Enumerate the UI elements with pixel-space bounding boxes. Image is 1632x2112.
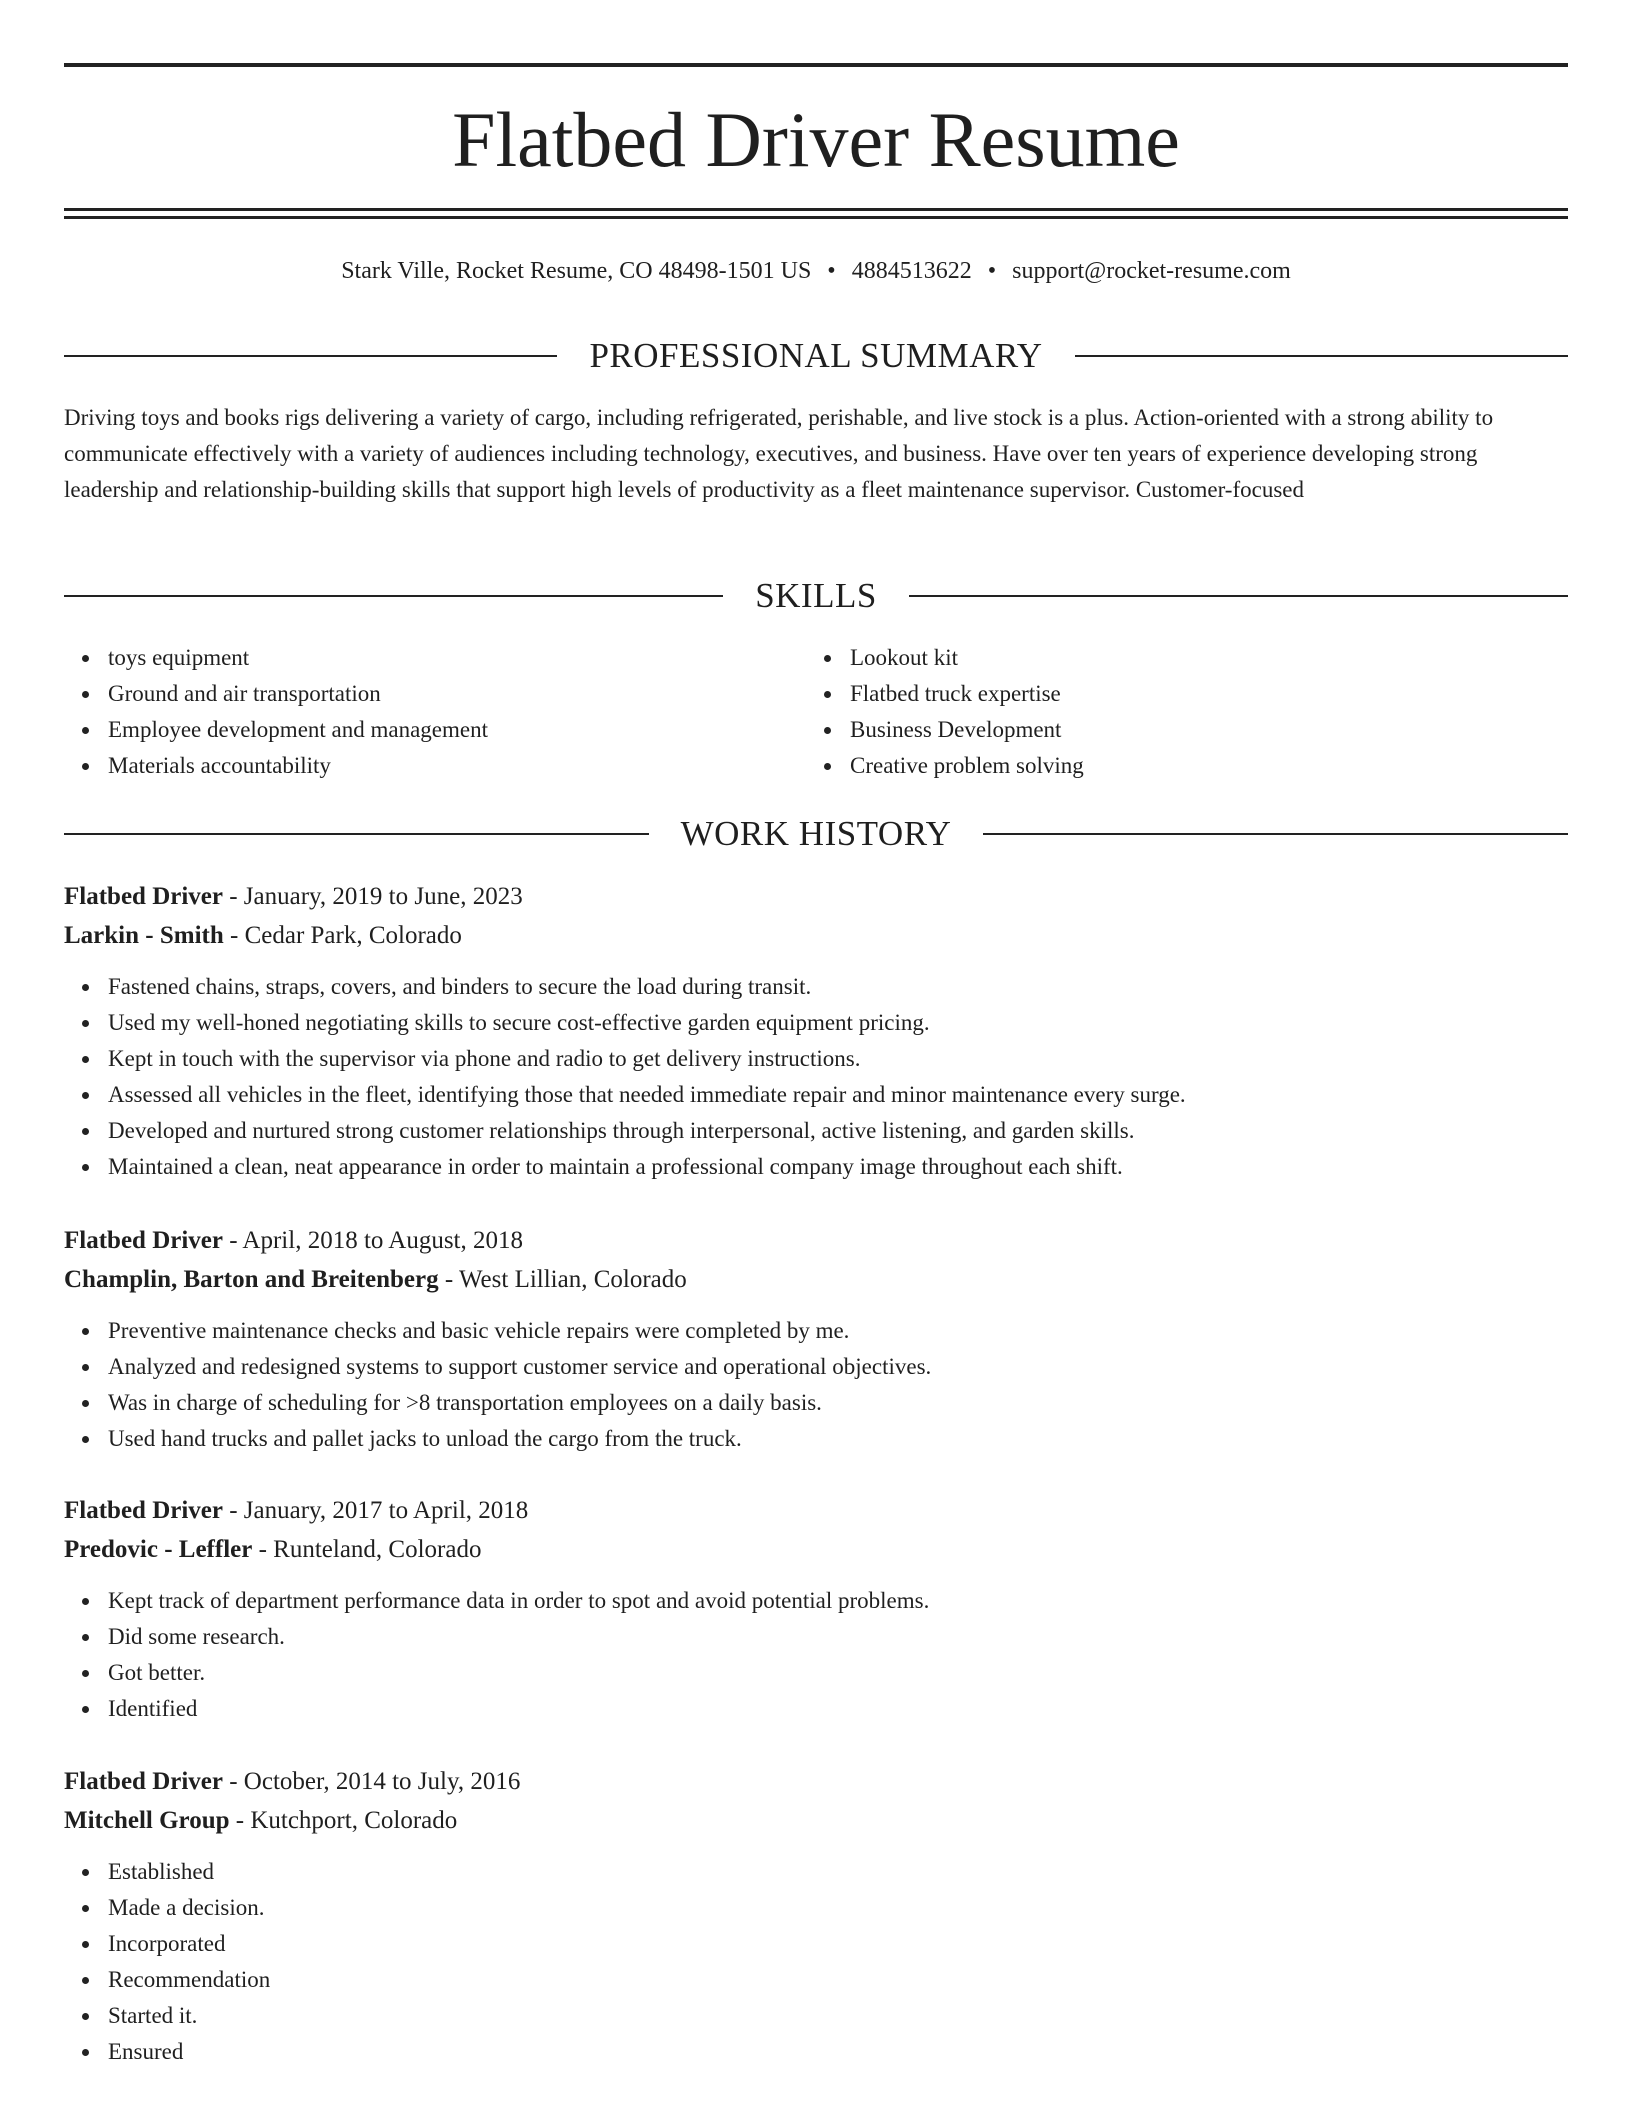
job-duty: Did some research. — [64, 1619, 1568, 1655]
skill-item: Creative problem solving — [806, 748, 1546, 784]
job-role: Flatbed Driver — [64, 883, 223, 910]
job-duty: Got better. — [64, 1655, 1568, 1691]
job-duty: Started it. — [64, 1998, 1568, 2034]
job-duty: Fastened chains, straps, covers, and binders to secure the load during transit. — [64, 969, 1568, 1005]
job-entry — [64, 877, 1568, 1185]
job-entry — [64, 1491, 1568, 1727]
job-duties-list — [64, 1313, 1568, 1457]
job-company-line — [64, 1260, 1568, 1299]
contact-separator: • — [987, 258, 997, 284]
job-duty: Incorporated — [64, 1926, 1568, 1962]
contact-address: Stark Ville, Rocket Resume, CO 48498-1501 US — [341, 258, 812, 284]
section-rule-left — [64, 833, 649, 835]
skill-item: Employee development and management — [64, 712, 804, 748]
job-duty: Identified — [64, 1691, 1568, 1727]
section-title-skills: SKILLS — [755, 576, 877, 615]
skills-column-right — [806, 640, 1546, 784]
skill-item: toys equipment — [64, 640, 804, 676]
job-duty: Kept track of department performance data in order to spot and avoid potential problems. — [64, 1583, 1568, 1619]
skills-column-left — [64, 640, 804, 784]
job-title-line — [64, 1762, 1568, 1801]
contact-phone: 4884513622 — [851, 258, 972, 284]
job-duty: Preventive maintenance checks and basic vehicle repairs were completed by me. — [64, 1313, 1568, 1349]
skill-item: Flatbed truck expertise — [806, 676, 1546, 712]
title-rule-upper — [64, 208, 1568, 211]
skill-item: Ground and air transportation — [64, 676, 804, 712]
job-role: Flatbed Driver — [64, 1768, 223, 1795]
job-duties-list — [64, 969, 1568, 1185]
section-header-skills — [64, 576, 1568, 616]
job-company: Mitchell Group — [64, 1807, 230, 1834]
job-duty: Analyzed and redesigned systems to support customer service and operational objectives. — [64, 1349, 1568, 1385]
job-duty: Made a decision. — [64, 1890, 1568, 1926]
contact-line — [64, 253, 1568, 289]
job-duty: Established — [64, 1854, 1568, 1890]
job-duty: Used hand trucks and pallet jacks to unload the cargo from the truck. — [64, 1421, 1568, 1457]
section-rule-right — [909, 595, 1568, 597]
section-rule-right — [1075, 355, 1568, 357]
section-rule-right — [983, 833, 1568, 835]
resume-title: Flatbed Driver Resume — [452, 96, 1180, 183]
job-duty: Developed and nurtured strong customer relationships through interpersonal, active listening, and garden skills. — [64, 1113, 1568, 1149]
job-role: Flatbed Driver — [64, 1227, 223, 1254]
section-header-summary — [64, 336, 1568, 376]
skill-item: Business Development — [806, 712, 1546, 748]
job-title-line — [64, 1221, 1568, 1260]
job-duty: Assessed all vehicles in the fleet, identifying those that needed immediate repair and minor maintenance every surge. — [64, 1077, 1568, 1113]
job-location: - Cedar Park, Colorado — [223, 922, 462, 949]
job-company: Larkin - Smith — [64, 922, 224, 949]
job-duty: Was in charge of scheduling for >8 transportation employees on a daily basis. — [64, 1385, 1568, 1421]
skill-item: Lookout kit — [806, 640, 1546, 676]
job-duty: Recommendation — [64, 1962, 1568, 1998]
skill-item: Materials accountability — [64, 748, 804, 784]
job-location: - West Lillian, Colorado — [438, 1266, 687, 1293]
job-duty: Ensured — [64, 2034, 1568, 2070]
job-dates: - April, 2018 to August, 2018 — [222, 1227, 523, 1254]
job-duties-list — [64, 1583, 1568, 1727]
job-location: - Runteland, Colorado — [252, 1536, 482, 1563]
title-rule-lower — [64, 216, 1568, 219]
job-location: - Kutchport, Colorado — [229, 1807, 458, 1834]
job-entry — [64, 1762, 1568, 2070]
job-company-line — [64, 916, 1568, 955]
top-rule — [64, 63, 1568, 67]
contact-email: support@rocket-resume.com — [1012, 258, 1291, 284]
job-company: Predovic - Leffler — [64, 1536, 253, 1563]
job-title-line — [64, 1491, 1568, 1530]
job-role: Flatbed Driver — [64, 1497, 223, 1524]
job-title-line — [64, 877, 1568, 916]
job-duty: Used my well-honed negotiating skills to secure cost-effective garden equipment pricing. — [64, 1005, 1568, 1041]
section-rule-left — [64, 595, 723, 597]
job-duty: Maintained a clean, neat appearance in order to maintain a professional company image throughout each shift. — [64, 1149, 1568, 1185]
contact-separator: • — [827, 258, 836, 284]
section-rule-left — [64, 355, 557, 357]
section-title-work: WORK HISTORY — [680, 814, 952, 853]
job-duty: Kept in touch with the supervisor via phone and radio to get delivery instructions. — [64, 1041, 1568, 1077]
job-entry — [64, 1221, 1568, 1457]
section-header-work — [64, 814, 1568, 854]
section-title-summary: PROFESSIONAL SUMMARY — [589, 336, 1043, 375]
job-company: Champlin, Barton and Breitenberg — [64, 1266, 439, 1293]
job-company-line — [64, 1530, 1568, 1569]
skills-list-left — [64, 640, 804, 784]
job-company-line — [64, 1801, 1568, 1840]
job-dates: - January, 2019 to June, 2023 — [222, 883, 523, 910]
job-dates: - January, 2017 to April, 2018 — [222, 1497, 529, 1524]
job-dates: - October, 2014 to July, 2016 — [222, 1768, 521, 1795]
skills-list-right — [806, 640, 1546, 784]
summary-text: Driving toys and books rigs delivering a variety of cargo, including refrigerated, perishable, and live stock is a plus. Action-oriented with a strong ability to communicate effectively with a variety of audiences including technology, executives, and business. Have over ten years of experience developing strong leadership and relationship-building skills that support high levels of productivity as a fleet maintenance supervisor. Customer-focused — [64, 405, 1494, 502]
job-duties-list — [64, 1854, 1568, 2070]
